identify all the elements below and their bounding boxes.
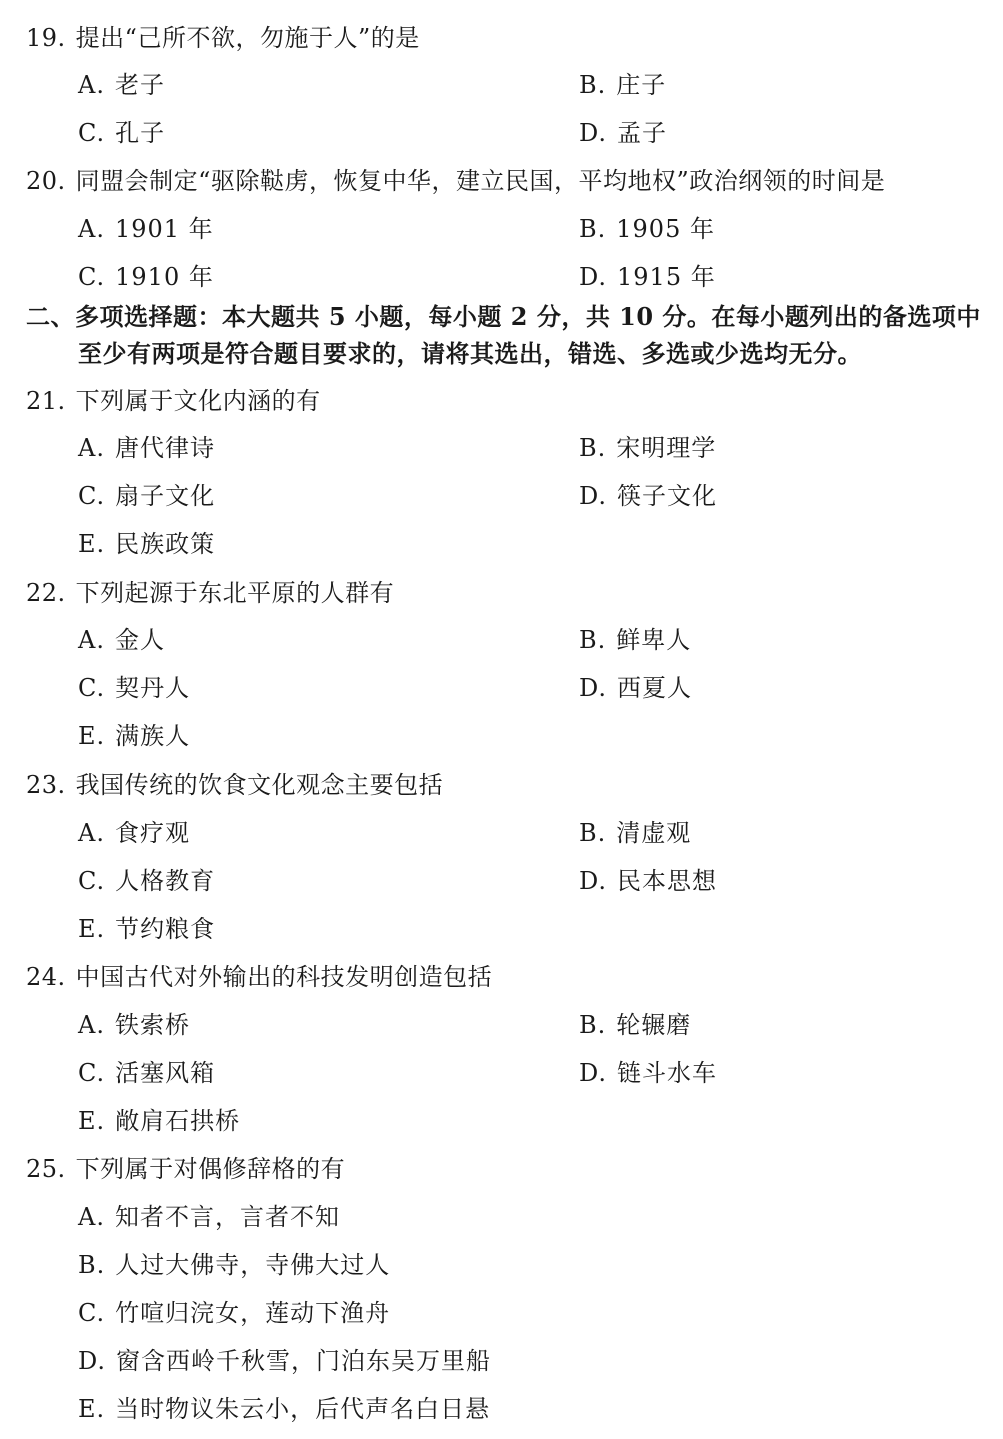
option-20-d: D. 1915 年	[579, 263, 716, 291]
option-24-c: C. 活塞风箱	[78, 1059, 216, 1087]
question-text: 同盟会制定“驱除鞑虏，恢复中华，建立民国，平均地权”政治纲领的时间是	[75, 167, 886, 195]
question-number: 20.	[26, 167, 66, 195]
option-22-c: C. 契丹人	[78, 674, 191, 702]
section-heading-line-1: 二、多项选择题：本大题共 5 小题，每小题 2 分，共 10 分。在每小题列出的备选项中	[26, 302, 981, 331]
option-21-d: D. 筷子文化	[579, 482, 718, 510]
option-22-d: D. 西夏人	[579, 674, 693, 702]
option-25-b: B. 人过大佛寺，寺佛大过人	[78, 1251, 391, 1279]
option-19-d: D. 孟子	[579, 119, 668, 147]
question-21-stem: 21. 下列属于文化内涵的有	[26, 387, 321, 415]
option-19-c: C. 孔子	[78, 119, 166, 147]
question-24-stem: 24. 中国古代对外输出的科技发明创造包括	[26, 963, 493, 991]
option-23-b: B. 清虚观	[579, 819, 692, 847]
question-19-stem	[26, 23, 420, 53]
option-19-b: B. 庄子	[579, 71, 667, 99]
option-22-b: B. 鲜卑人	[579, 626, 692, 654]
option-23-e: E. 节约粮食	[78, 915, 216, 943]
option-22-e: E. 满族人	[78, 722, 191, 750]
question-number: 19.	[26, 24, 66, 52]
option-23-d: D. 民本思想	[579, 867, 718, 895]
option-24-a: A. 铁索桥	[78, 1011, 190, 1039]
question-22-stem: 22. 下列起源于东北平原的人群有	[26, 579, 395, 607]
option-25-e: E. 当时物议朱云小，后代声名白日悬	[78, 1395, 491, 1423]
option-20-c: C. 1910 年	[78, 263, 214, 291]
section-heading-line-2: 至少有两项是符合题目要求的，请将其选出，错选、多选或少选均无分。	[78, 339, 862, 368]
option-23-a: A. 食疗观	[78, 819, 190, 847]
option-20-a: A. 1901 年	[78, 215, 214, 243]
option-21-b: B. 宋明理学	[579, 434, 717, 462]
option-22-a: A. 金人	[78, 626, 165, 654]
option-19-a: A. 老子	[78, 71, 165, 99]
option-24-e: E. 敞肩石拱桥	[78, 1107, 241, 1135]
question-20-stem	[26, 166, 885, 196]
option-25-d: D. 窗含西岭千秋雪，门泊东吴万里船	[78, 1347, 492, 1375]
question-25-stem: 25. 下列属于对偶修辞格的有	[26, 1155, 346, 1183]
option-24-d: D. 链斗水车	[579, 1059, 718, 1087]
question-23-stem: 23. 我国传统的饮食文化观念主要包括	[26, 771, 444, 799]
option-24-b: B. 轮辗磨	[579, 1011, 692, 1039]
option-20-b: B. 1905 年	[579, 215, 715, 243]
option-25-a: A. 知者不言，言者不知	[78, 1203, 340, 1231]
option-21-e: E. 民族政策	[78, 530, 216, 558]
option-25-c: C. 竹喧归浣女，莲动下渔舟	[78, 1299, 391, 1327]
option-21-c: C. 扇子文化	[78, 482, 216, 510]
option-23-c: C. 人格教育	[78, 867, 216, 895]
question-text: 提出“己所不欲，勿施于人”的是	[75, 24, 420, 52]
option-21-a: A. 唐代律诗	[78, 434, 215, 462]
